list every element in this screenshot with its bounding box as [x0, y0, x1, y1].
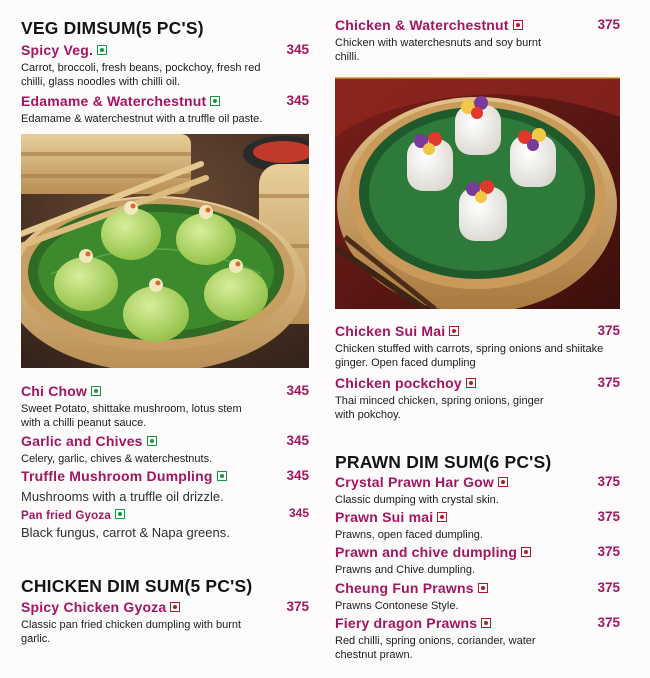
item-description: Red chilli, spring onions, coriander, water chestnut prawn.: [335, 635, 536, 661]
item-description: Celery, garlic, chives & waterchestnuts.: [21, 453, 213, 465]
menu-item: [335, 615, 620, 662]
non-veg-icon: [481, 618, 491, 628]
item-price: 345: [286, 468, 309, 483]
menu-item: [21, 468, 309, 505]
menu-item: [21, 506, 309, 541]
item-name: Prawn and chive dumpling: [335, 544, 518, 560]
veg-icon: [91, 386, 101, 396]
item-name: Chicken pockchoy: [335, 375, 462, 391]
item-description: Classic pan fried chicken dumpling with burnt garlic.: [21, 619, 242, 645]
item-price: 375: [597, 580, 620, 595]
menu-item: [335, 375, 620, 422]
non-veg-icon: [466, 378, 476, 388]
item-description: Carrot, broccoli, fresh beans, pockchoy, fresh red chilli, glass noodles with chilli oil.: [21, 62, 261, 88]
chicken-dimsum-title: CHICKEN DIM SUM(5 PC'S): [21, 576, 253, 596]
item-name: Chi Chow: [21, 383, 88, 399]
item-price: 345: [286, 42, 309, 57]
item-name: Fiery dragon Prawns: [335, 615, 478, 631]
veg-dimsum-photo: [21, 134, 309, 368]
menu-item: [335, 323, 620, 370]
item-name: Pan fried Gyoza: [21, 510, 111, 522]
item-name: Chicken & Waterchestnut: [335, 17, 509, 33]
menu-item: [335, 474, 620, 507]
item-description: Prawns and Chive dumpling.: [335, 564, 476, 576]
non-veg-icon: [513, 20, 523, 30]
menu-item: [335, 509, 620, 542]
veg-icon: [210, 96, 220, 106]
menu-item: [335, 580, 620, 613]
item-name: Spicy Chicken Gyoza: [21, 599, 167, 615]
item-price: 375: [597, 615, 620, 630]
veg-dimsum-title: VEG DIMSUM(5 PC'S): [21, 18, 204, 38]
veg-icon: [115, 509, 125, 519]
item-price: 375: [597, 509, 620, 524]
item-name: Edamame & Waterchestnut: [21, 93, 207, 109]
menu-item: [335, 544, 620, 577]
menu-item: [21, 383, 309, 430]
item-price: 375: [597, 323, 620, 338]
item-price: 375: [597, 544, 620, 559]
non-veg-icon: [521, 547, 531, 557]
non-veg-icon: [437, 512, 447, 522]
item-name: Prawn Sui mai: [335, 509, 434, 525]
non-veg-icon: [449, 326, 459, 336]
item-name: Cheung Fun Prawns: [335, 580, 474, 596]
non-veg-icon: [498, 477, 508, 487]
menu-item: [335, 17, 620, 64]
item-name: Crystal Prawn Har Gow: [335, 474, 495, 490]
veg-icon: [217, 471, 227, 481]
non-veg-icon: [170, 602, 180, 612]
item-description: Prawns Contonese Style.: [335, 600, 459, 612]
item-price: 345: [286, 93, 309, 108]
item-price: 375: [597, 375, 620, 390]
veg-icon: [147, 436, 157, 446]
item-price: 375: [286, 599, 309, 614]
item-name: Chicken Sui Mai: [335, 323, 446, 339]
item-description: Edamame & waterchestnut with a truffle oil paste.: [21, 113, 263, 125]
item-name: Truffle Mushroom Dumpling: [21, 468, 213, 484]
veg-icon: [97, 45, 107, 55]
item-name: Spicy Veg.: [21, 42, 94, 58]
item-name: Garlic and Chives: [21, 433, 143, 449]
non-veg-icon: [478, 583, 488, 593]
menu-item: [21, 93, 309, 126]
menu-item: [21, 599, 309, 646]
item-description: Chicken stuffed with carrots, spring onions and shiitake ginger. Open faced dumpling: [335, 343, 604, 369]
item-description: Mushrooms with a truffle oil drizzle.: [21, 489, 224, 504]
item-description: Thai minced chicken, spring onions, ginger with pokchoy.: [335, 395, 544, 421]
menu-item: [21, 433, 309, 466]
item-description: Chicken with waterchesnuts and soy burnt chilli.: [335, 37, 542, 63]
item-description: Prawns, open faced dumpling.: [335, 529, 483, 541]
item-price: 375: [597, 17, 620, 32]
item-description: Black fungus, carrot & Napa greens.: [21, 525, 230, 540]
item-price: 345: [286, 383, 309, 398]
item-description: Sweet Potato, shittake mushroom, lotus stem with a chilli peanut sauce.: [21, 403, 242, 429]
item-price: 375: [597, 474, 620, 489]
item-description: Classic dumping with crystal skin.: [335, 494, 499, 506]
prawn-dimsum-title: PRAWN DIM SUM(6 PC'S): [335, 452, 552, 472]
menu-item: [21, 42, 309, 89]
item-price: 345: [286, 433, 309, 448]
item-price: 345: [288, 506, 309, 520]
chicken-dimsum-photo: [335, 77, 620, 309]
